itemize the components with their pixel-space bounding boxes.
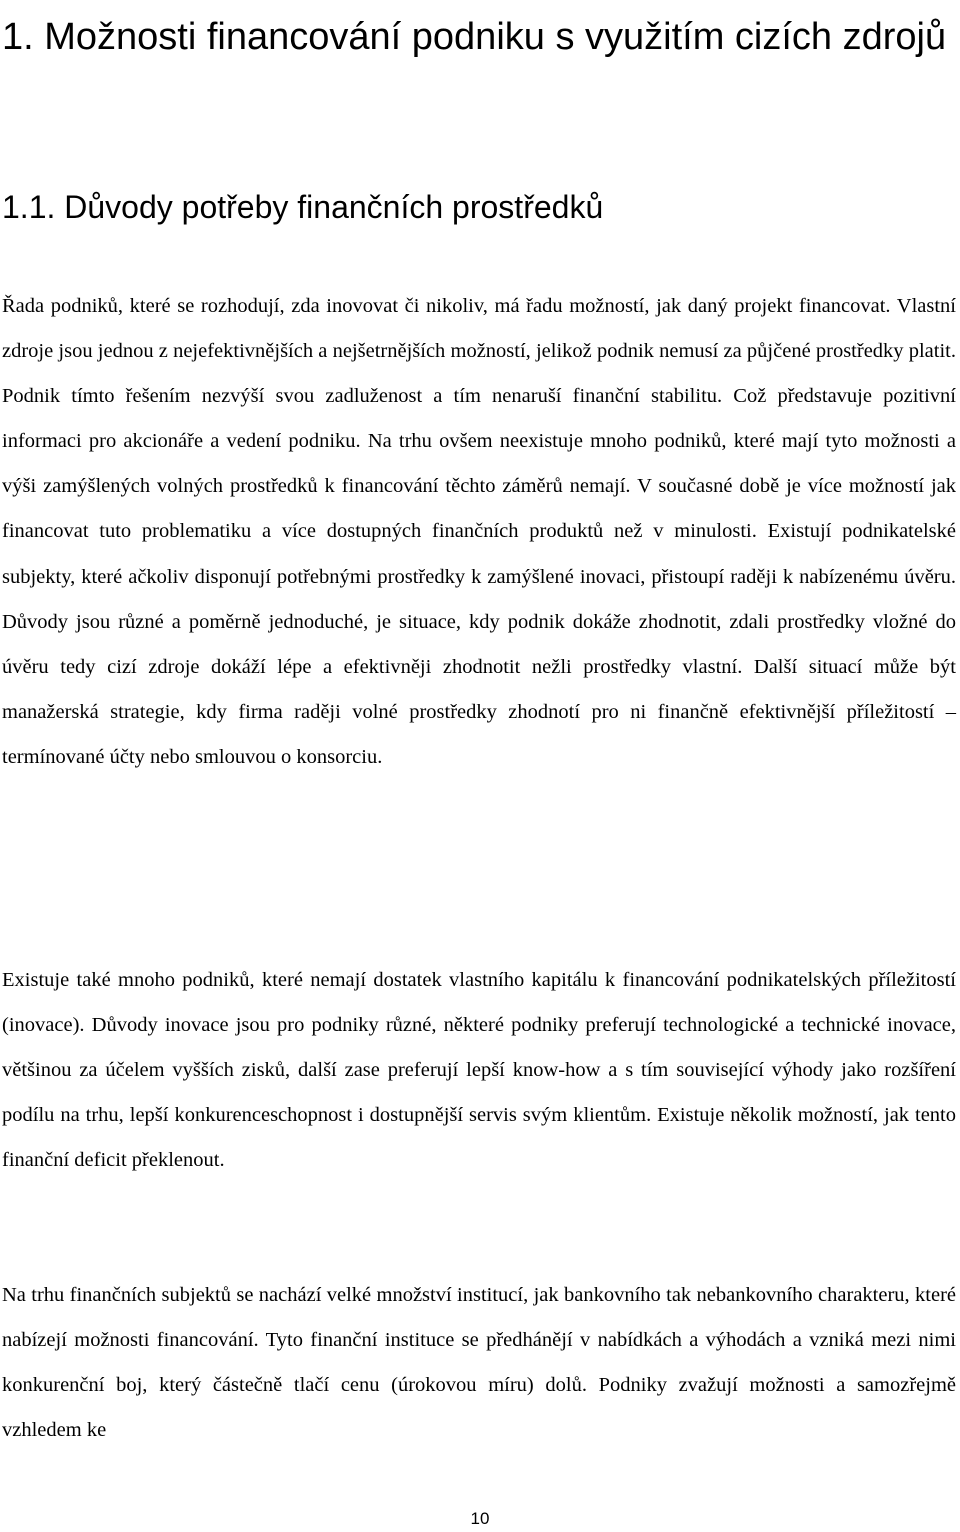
page-number: 10: [470, 1509, 490, 1528]
paragraph-1: Řada podniků, které se rozhodují, zda inovovat či nikoliv, má řadu možností, jak daný projekt financovat. Vlastní zdroje jsou jednou z nejefektivnějších a nejšetrnějších možností, jelikož podnik nemusí za půjčené prostředky platit. Podnik tímto řešením nezvýší svou zadluženost a tím nenaruší finanční stabilitu. Což představuje pozitivní informaci pro akcionáře a vedení podniku. Na trhu ovšem neexistuje mnoho podniků, které mají tyto možnosti a výši zamýšlených volných prostředků k financování těchto záměrů nemají. V současné době je více možností jak financovat tuto problematiku a více dostupných finančních produktů než v minulosti. Existují podnikatelské subjekty, které ačkoliv disponují potřebnými prostředky k zamýšlené inovaci, přistoupí raději k nabízenému úvěru. Důvody jsou různé a poměrně jednoduché, je situace, kdy podnik dokáže zhodnotit, zdali prostředky vložné do úvěru tedy cizí zdroje dokáží lépe a efektivněji zhodnotit nežli prostředky vlastní. Další situací může být manažerská strategie, kdy firma raději volné prostředky zhodnotí pro ni finančně efektivnější příležitostí – termínované účty nebo smlouvou o konsorciu.: [2, 295, 956, 768]
paragraph-2: Existuje také mnoho podniků, které nemají dostatek vlastního kapitálu k financování podnikatelských příležitostí (inovace). Důvody inovace jsou pro podniky různé, některé podniky preferují technologické a technické inovace, většinou za účelem vyšších zisků, další zase preferují lepší know-how a s tím související výhody jako rozšíření podílu na trhu, lepší konkurenceschopnost i dostupnější servis svým klientům. Existuje několik možností, jak tento finanční deficit překlenout.: [2, 969, 956, 1172]
paragraph-3: Na trhu finančních subjektů se nachází velké množství institucí, jak bankovního tak nebankovního charakteru, které nabízejí možnosti financování. Tyto finanční instituce se předhánějí v nabídkách a výhodách a vzniká mezi nimi konkurenční boj, který částečně tlačí cenu (úrokovou míru) dolů. Podniky zvažují možnosti a samozřejmě vzhledem ke: [2, 1284, 956, 1442]
section-title: 1.1. Důvody potřeby finančních prostředků: [2, 189, 604, 225]
chapter-title: 1. Možnosti financování podniku s využitím cizích zdrojů: [2, 16, 947, 58]
